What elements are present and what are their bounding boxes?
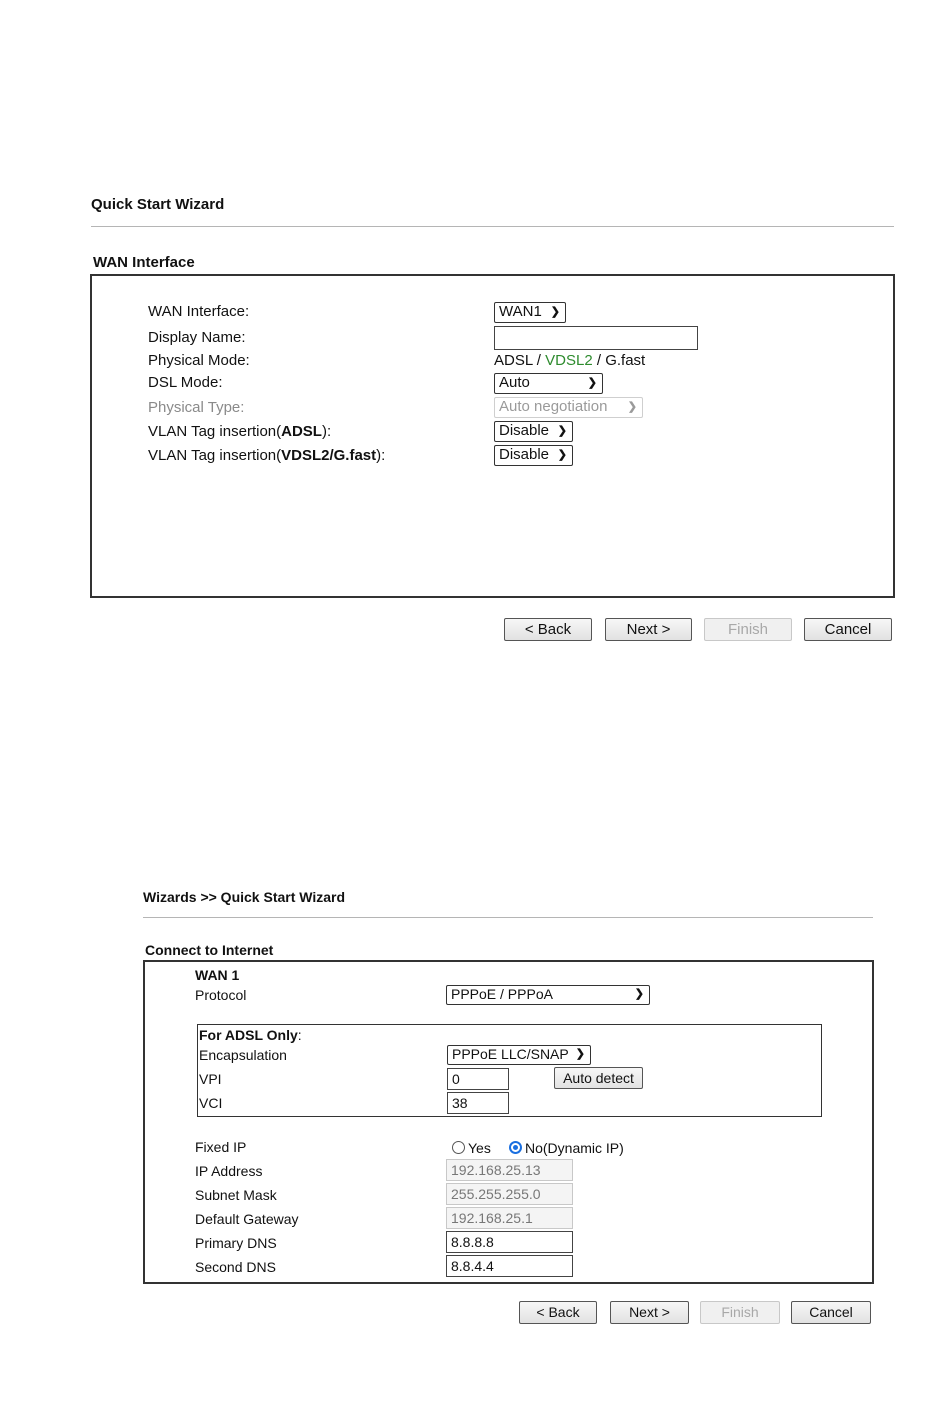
chevron-down-icon: ❯ <box>587 377 597 389</box>
breadcrumb-divider <box>143 917 873 918</box>
primary-dns-input[interactable]: 8.8.8.8 <box>446 1231 573 1253</box>
vlan-vdsl-label-prefix: VLAN Tag insertion( <box>148 447 282 464</box>
adsl-only-box <box>197 1024 822 1117</box>
physical-mode-vdsl2: VDSL2 <box>545 352 593 369</box>
wan-interface-select[interactable] <box>494 302 566 323</box>
wan-interface-value: WAN1 <box>499 303 542 320</box>
chevron-down-icon: ❯ <box>550 306 560 318</box>
vlan-adsl-label-prefix: VLAN Tag insertion( <box>148 423 282 440</box>
physical-mode-label: Physical Mode: <box>148 352 250 369</box>
wan-heading: WAN 1 <box>195 967 240 983</box>
protocol-label: Protocol <box>195 987 247 1003</box>
physical-mode-value <box>494 352 645 369</box>
vpi-label: VPI <box>199 1071 222 1087</box>
title-divider <box>91 226 894 227</box>
protocol-value: PPPoE / PPPoA <box>451 986 553 1002</box>
wan-interface-panel <box>90 274 895 598</box>
chevron-down-icon: ❯ <box>627 401 637 413</box>
cancel-button[interactable]: Cancel <box>804 618 892 641</box>
vlan-vdsl-label-bold: VDSL2/G.fast <box>281 447 377 464</box>
ip-address-label: IP Address <box>195 1163 263 1179</box>
section-title-connect: Connect to Internet <box>145 942 274 958</box>
finish-button: Finish <box>704 618 792 641</box>
physical-type-label: Physical Type: <box>148 399 245 416</box>
default-gateway-input: 192.168.25.1 <box>446 1207 573 1229</box>
vlan-adsl-label <box>148 423 331 440</box>
subnet-mask-label: Subnet Mask <box>195 1187 277 1203</box>
ip-address-input: 192.168.25.13 <box>446 1159 573 1181</box>
vlan-adsl-value: Disable <box>499 422 550 439</box>
cancel-button-2[interactable]: Cancel <box>791 1301 871 1324</box>
encapsulation-select[interactable] <box>447 1045 591 1065</box>
second-dns-label: Second DNS <box>195 1259 276 1275</box>
wizard-title: Quick Start Wizard <box>91 196 225 213</box>
vlan-adsl-select[interactable] <box>494 421 573 442</box>
encapsulation-value: PPPoE LLC/SNAP <box>452 1046 569 1062</box>
chevron-down-icon: ❯ <box>557 449 567 461</box>
adsl-only-heading-colon: : <box>297 1027 302 1043</box>
physical-mode-separator: / <box>532 352 546 369</box>
display-name-label: Display Name: <box>148 329 246 346</box>
next-button[interactable]: Next > <box>605 618 692 641</box>
section-title-wan-interface: WAN Interface <box>93 254 195 271</box>
finish-button-2: Finish <box>700 1301 780 1324</box>
vlan-vdsl-label <box>148 447 385 464</box>
vlan-vdsl-select[interactable] <box>494 445 573 466</box>
next-button-2[interactable]: Next > <box>610 1301 689 1324</box>
fixed-ip-yes-label: Yes <box>468 1140 491 1156</box>
fixed-ip-no-radio[interactable] <box>509 1141 522 1154</box>
primary-dns-label: Primary DNS <box>195 1235 277 1251</box>
encapsulation-label: Encapsulation <box>199 1047 287 1063</box>
physical-type-select <box>494 397 643 418</box>
default-gateway-label: Default Gateway <box>195 1211 299 1227</box>
vlan-adsl-label-bold: ADSL <box>281 423 322 440</box>
protocol-select[interactable] <box>446 985 650 1005</box>
adsl-only-heading-bold: For ADSL Only <box>199 1027 298 1043</box>
display-name-input[interactable] <box>494 326 698 350</box>
dsl-mode-label: DSL Mode: <box>148 374 223 391</box>
auto-detect-button[interactable]: Auto detect <box>554 1067 643 1089</box>
fixed-ip-yes-radio[interactable] <box>452 1141 465 1154</box>
back-button-2[interactable]: < Back <box>519 1301 597 1324</box>
vlan-vdsl-label-suffix: ): <box>376 447 386 464</box>
adsl-only-heading <box>199 1027 302 1043</box>
vlan-adsl-label-suffix: ): <box>321 423 332 440</box>
physical-type-value: Auto negotiation <box>499 398 608 415</box>
vci-label: VCI <box>199 1095 223 1111</box>
second-dns-input[interactable]: 8.8.4.4 <box>446 1255 573 1277</box>
fixed-ip-no-label: No(Dynamic IP) <box>525 1140 624 1156</box>
physical-mode-adsl: ADSL <box>494 352 533 369</box>
vci-input[interactable]: 38 <box>447 1092 509 1114</box>
chevron-down-icon: ❯ <box>575 1048 585 1060</box>
fixed-ip-label: Fixed IP <box>195 1139 247 1155</box>
back-button[interactable]: < Back <box>504 618 592 641</box>
dsl-mode-value: Auto <box>499 374 530 391</box>
chevron-down-icon: ❯ <box>634 988 644 1000</box>
vlan-vdsl-value: Disable <box>499 446 550 463</box>
dsl-mode-select[interactable] <box>494 373 603 394</box>
wizard-breadcrumb: Wizards >> Quick Start Wizard <box>143 889 346 905</box>
vpi-input[interactable]: 0 <box>447 1068 509 1090</box>
connect-panel <box>143 960 874 1284</box>
physical-mode-gfast: / G.fast <box>592 352 646 369</box>
chevron-down-icon: ❯ <box>557 425 567 437</box>
subnet-mask-input: 255.255.255.0 <box>446 1183 573 1205</box>
wan-interface-label: WAN Interface: <box>148 303 250 320</box>
